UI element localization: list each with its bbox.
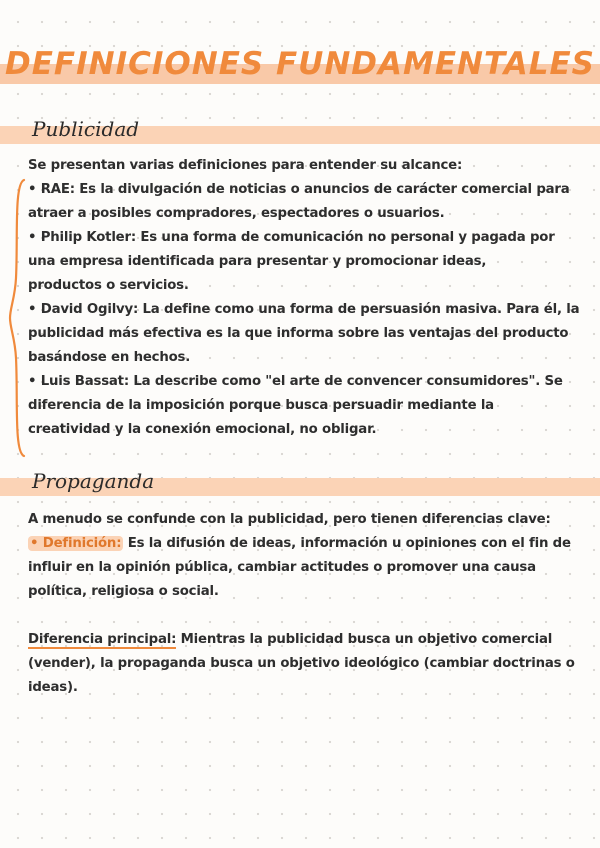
publicidad-line: • Luis Bassat: La describe como "el arte de convencer consumidores". Se	[28, 374, 563, 389]
definition-text: Es la difusión de ideas, información u opiniones con el fin de	[123, 536, 571, 551]
publicidad-line: • RAE: Es la divulgación de noticias o anuncios de carácter comercial para	[28, 182, 570, 197]
definition-line	[28, 532, 583, 556]
publicidad-line: • Philip Kotler: Es una forma de comunicación no personal y pagada por	[28, 230, 555, 245]
definition-line: influir en la opinión pública, cambiar actitudes o promover una causa	[28, 560, 536, 575]
page-title: DEFINICIONES FUNDAMENTALES	[5, 46, 595, 82]
publicidad-line: diferencia de la imposición porque busca persuadir mediante la	[28, 398, 494, 413]
curly-bracket-icon	[8, 178, 28, 458]
publicidad-line: creatividad y la conexión emocional, no obligar.	[28, 422, 377, 437]
difference-line: (vender), la propaganda busca un objetivo ideológico (cambiar doctrinas o	[28, 656, 575, 671]
publicidad-line: atraer a posibles compradores, espectadores o usuarios.	[28, 206, 445, 221]
publicidad-line: productos o servicios.	[28, 278, 189, 293]
propaganda-intro: A menudo se confunde con la publicidad, pero tienen diferencias clave:	[28, 512, 551, 527]
propaganda-heading: Propaganda	[32, 469, 155, 493]
publicidad-line: publicidad más efectiva es la que informa sobre las ventajas del producto	[28, 326, 569, 341]
publicidad-line: una empresa identificada para presentar y promocionar ideas,	[28, 254, 487, 269]
definition-line: política, religiosa o social.	[28, 584, 219, 599]
difference-line	[28, 628, 583, 652]
publicidad-line: Se presentan varias definiciones para entender su alcance:	[28, 158, 463, 173]
difference-label: Diferencia principal:	[28, 632, 177, 647]
publicidad-body	[28, 154, 583, 442]
difference-line: ideas).	[28, 680, 78, 695]
publicidad-line: • David Ogilvy: La define como una forma de persuasión masiva. Para él, la	[28, 302, 580, 317]
difference-block	[28, 628, 583, 700]
publicidad-heading: Publicidad	[32, 117, 140, 141]
publicidad-line: basándose en hechos.	[28, 350, 191, 365]
definition-label: • Definición:	[30, 536, 122, 551]
propaganda-body	[28, 508, 583, 604]
difference-text: Mientras la publicidad busca un objetivo comercial	[176, 632, 553, 647]
